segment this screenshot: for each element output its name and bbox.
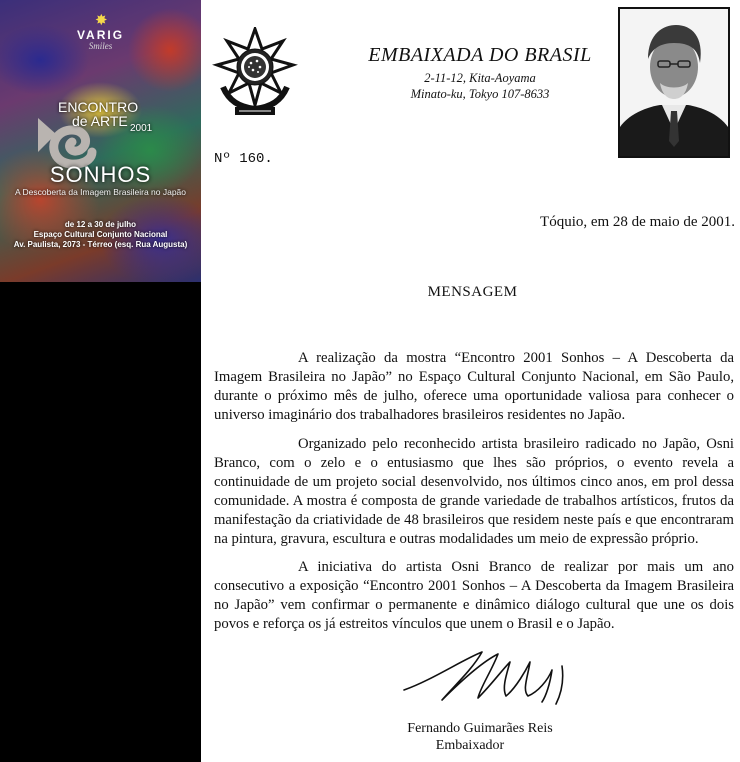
document-date: Tóquio, em 28 de maio de 2001. <box>540 214 735 230</box>
poster-airline: VARIG <box>76 28 125 42</box>
address-line2: Minato-ku, Tokyo 107-8633 <box>410 87 550 101</box>
poster-event-line2: de ARTE <box>72 113 128 129</box>
poster-airline-sub: Smiles <box>88 41 113 51</box>
embassy-address <box>360 70 600 102</box>
poster-dates <box>0 220 201 250</box>
paragraph-1-text: A realização da mostra “Encontro 2001 Sonhos – A Descoberta da Imagem Brasileira no Japão” no Espaço Cultural Conjunto Nacional, em São Paulo, durante o próximo mês de julho, oferece uma oportunidade valiosa para conhecer o universo imaginário dos trabalhadores brasileiros residentes no Japão. <box>214 350 734 423</box>
signer-name: Fernando Guimarães Reis <box>407 721 553 736</box>
poster-dates-line1: de 12 a 30 de julho <box>64 220 137 229</box>
address-line1: 2-11-12, Kita-Aoyama <box>424 71 536 85</box>
paragraph-2 <box>214 435 734 549</box>
document-number: Nº 160. <box>214 151 273 167</box>
paragraph-3 <box>214 558 734 634</box>
paragraph-2-text: Organizado pelo reconhecido artista brasileiro radicado no Japão, Osni Branco, com o zelo e o entusiasmo que lhes são próprios, o evento revela a continuidade de um projeto social desenvolvido, nos últimos cinco anos, em prol dessa comunidade. A mostra é composta de grande variedade de trabalhos artísticos, frutos da manifestação da criatividade de 48 brasileiros que residem neste país e que encontraram na pintura, gravura, escultura e outras modalidades um meio de expressão próprio. <box>214 436 734 547</box>
poster-event-line1: ENCONTRO <box>58 99 139 115</box>
document-heading: MENSAGEM <box>427 284 518 300</box>
portrait-image <box>620 9 728 156</box>
poster-dates-line2: Espaço Cultural Conjunto Nacional <box>33 230 168 239</box>
ambassador-portrait-photo <box>618 7 730 158</box>
handwritten-signature <box>402 640 582 710</box>
event-poster <box>0 0 201 282</box>
paragraph-3-text: A iniciativa do artista Osni Branco de realizar por mais um ano consecutivo a exposição “Encontro 2001 Sonhos – A Descoberta da Imagem Brasileira no Japão” vem confirmar o permanente e dinâmico diálogo cultural que une os dois povos e reforça os já estreitos vínculos que unem o Brasil e o Japão. <box>214 559 734 632</box>
poster-event-year: 2001 <box>130 123 153 134</box>
poster-title: SONHOS <box>49 162 152 187</box>
star-logo-icon: ✸ <box>95 13 108 29</box>
poster-dates-line3: Av. Paulista, 2073 - Térreo (esq. Rua Augusta) <box>13 240 188 249</box>
signer-title: Embaixador <box>435 738 505 753</box>
paragraph-1 <box>214 349 734 425</box>
poster-subtitle: A Descoberta da Imagem Brasileira no Japão <box>14 187 187 197</box>
embassy-name: EMBAIXADA DO BRASIL <box>368 44 592 66</box>
brazil-coat-of-arms-icon <box>209 27 301 119</box>
